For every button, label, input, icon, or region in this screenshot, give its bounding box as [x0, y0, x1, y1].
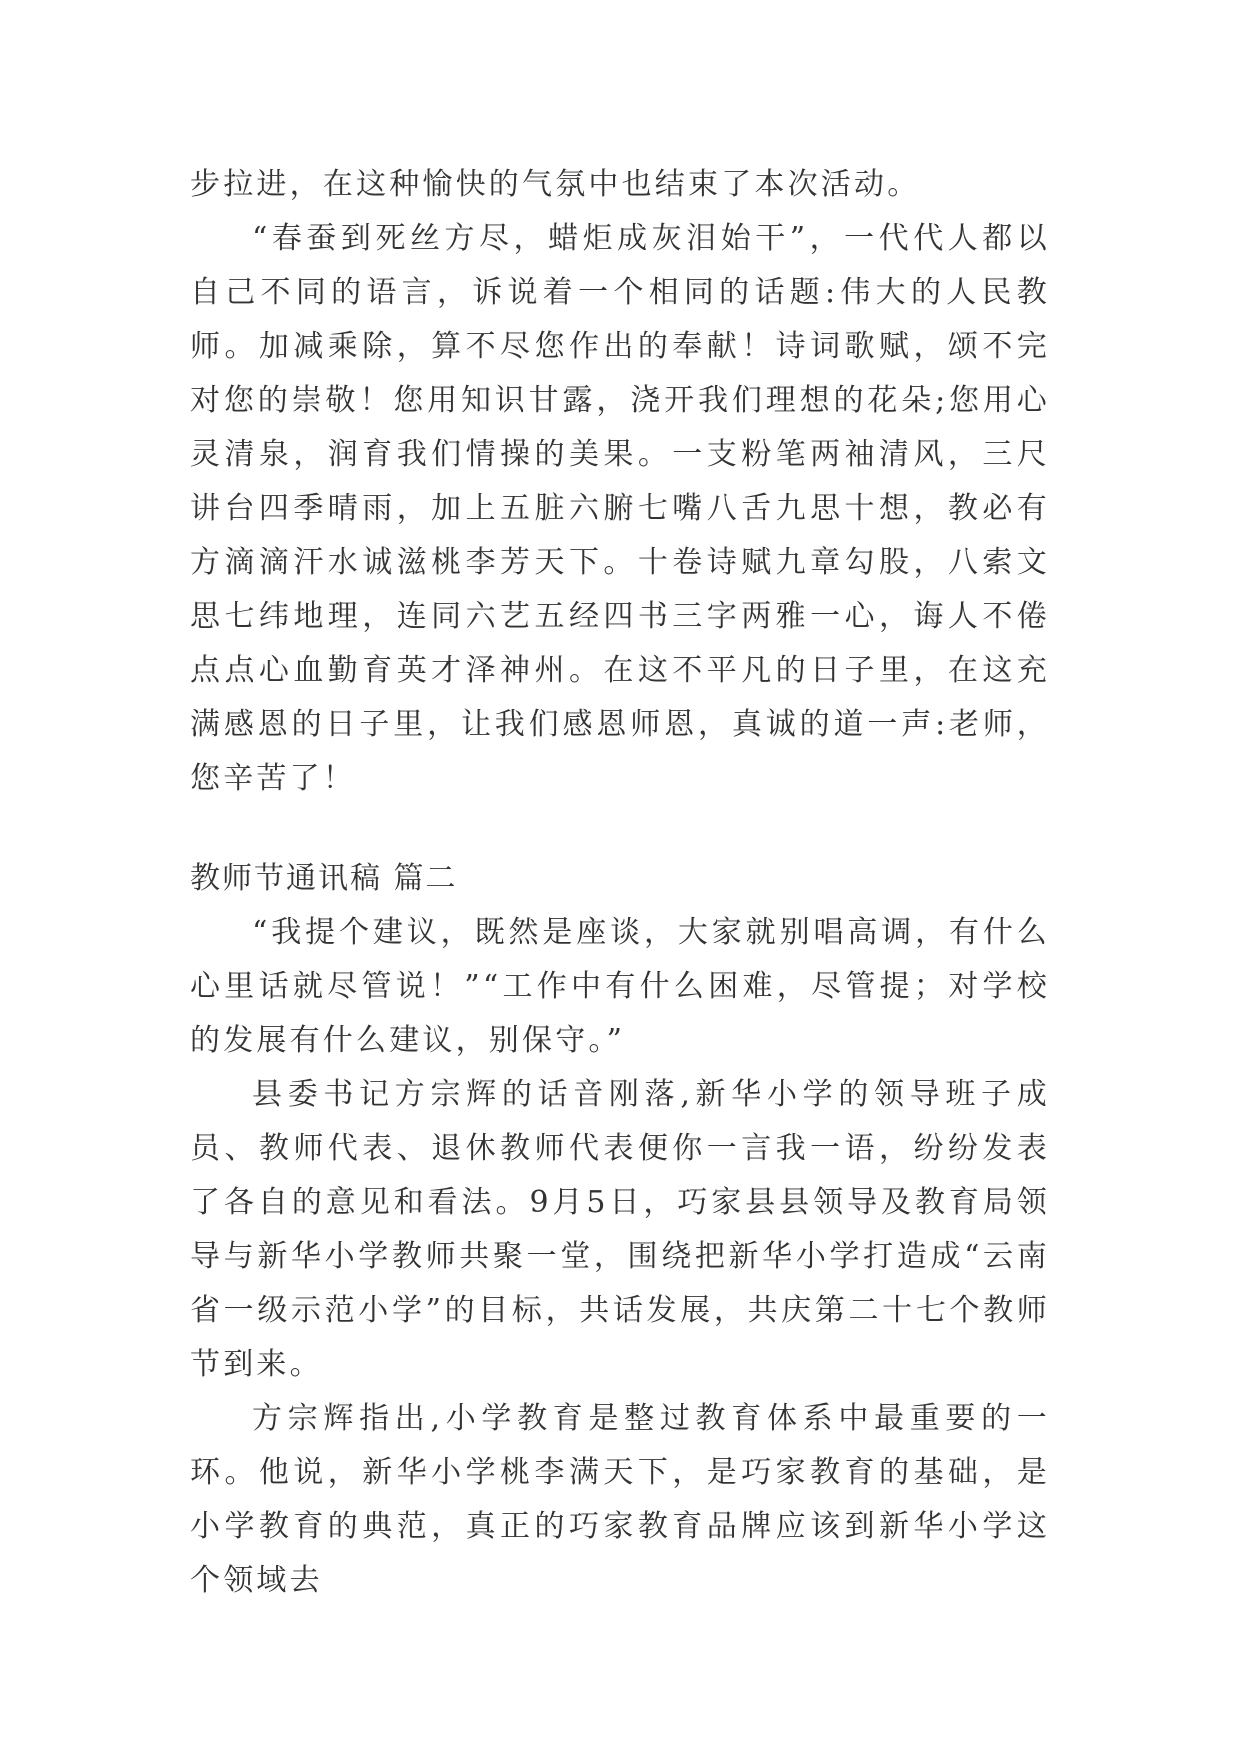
- paragraph-speech: 方宗辉指出,小学教育是整过教育体系中最重要的一环。他说，新华小学桃李满天下，是巧家教育的基础，是小学教育的典范，真正的巧家教育品牌应该到新华小学这个领域去: [190, 1401, 1050, 1598]
- paragraph-continuation: 步拉进，在这种愉快的气氛中也结束了本次活动。: [190, 167, 921, 202]
- section-heading: 教师节通讯稿 篇二: [190, 861, 458, 896]
- paragraph-tribute: “春蚕到死丝方尽，蜡炬成灰泪始干”，一代代人都以自己不同的语言，诉说着一个相同的话题:伟大的人民教师。加减乘除，算不尽您作出的奉献！诗词歌赋，颂不完对您的崇敬！您用知识甘露，浇开我们理想的花朵;您用心灵清泉，润育我们情操的美果。一支粉笔两袖清风，三尺讲台四季晴雨，加上五脏六腑七嘴八舌九思十想，教必有方滴滴汗水诚滋桃李芳天下。十卷诗赋九章勾股，八索文思七纬地理，连同六艺五经四书三字两雅一心，诲人不倦点点心血勤育英才泽神州。在这不平凡的日子里，在这充满感恩的日子里，让我们感恩师恩，真诚的道一声:老师，您辛苦了！: [190, 221, 1050, 796]
- paragraph-meeting: 县委书记方宗辉的话音刚落,新华小学的领导班子成员、教师代表、退休教师代表便你一言我一语，纷纷发表了各自的意见和看法。9月5日，巧家县县领导及教育局领导与新华小学教师共聚一堂，围绕把新华小学打造成“云南省一级示范小学”的目标，共话发展，共庆第二十七个教师节到来。: [190, 1077, 1050, 1382]
- paragraph-quote: “我提个建议，既然是座谈，大家就别唱高调，有什么心里话就尽管说！”“工作中有什么困难，尽管提；对学校的发展有什么建议，别保守。”: [190, 915, 1050, 1058]
- document-body: [190, 158, 1050, 1608]
